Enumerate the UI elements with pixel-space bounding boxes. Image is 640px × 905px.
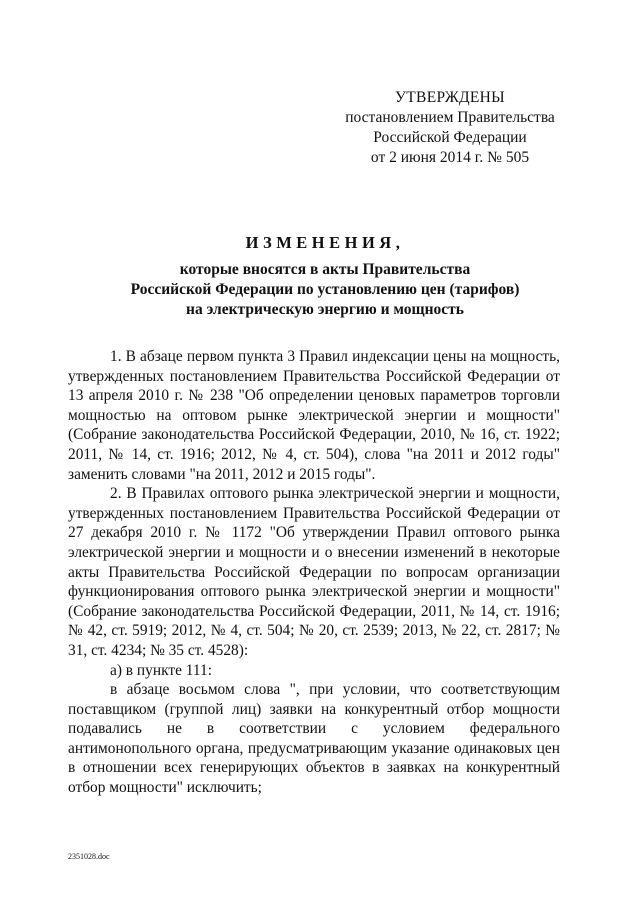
subtitle-line-1: которые вносятся в акты Правительства (179, 261, 471, 278)
approval-line-date: от 2 июня 2014 г. № 505 (370, 149, 530, 166)
approval-stamp (338, 88, 562, 168)
paragraph-item-1: 1. В абзаце первом пункта 3 Правил индексации цены на мощность, утвержденных постановлением Правительства Российской Федерации от 13 апреля 2010 г. № 238 "Об определении ценовых параметров торговли мощностью на оптовом рынке электрической энергии и мощности" (Собрание законодательства Российской Федерации, 2010, № 16, ст. 1922; 2011, № 14, ст. 1916; 2012, № 4, ст. 504), слова "на 2011 и 2012 годы" заменить словами "на 2011, 2012 и 2015 годы". (68, 348, 560, 483)
approval-title: УТВЕРЖДЕНЫ (395, 89, 505, 106)
subtitle-line-2: Российской Федерации по установлению цен (тарифов) (130, 281, 520, 298)
approval-line-federation: Российской Федерации (373, 129, 527, 146)
file-code: 2351028.doc (68, 852, 110, 861)
paragraph-item-2: 2. В Правилах оптового рынка электрической энергии и мощности, утвержденных постановлением Правительства Российской Федерации от 27 декабря 2010 г. № 1172 "Об утверждении Правил оптового рынка электрической энергии и мощности и о внесении изменений в некоторые акты Правительства Российской Федерации по вопросам организации функционирования оптового рынка электрической энергии и мощности" (Собрание законодательства Российской Федерации, 2011, № 14, ст. 1916; № 42, ст. 5919; 2012, № 4, ст. 504; № 20, ст. 2539; 2013, № 22, ст. 2817; № 31, ст. 4234; № 35 ст. 4528): (68, 485, 560, 659)
paragraph-subitem-a-text: в абзаце восьмом слова ", при условии, что соответствующим поставщиком (группой лиц) заявки на конкурентный отбор мощности подавались не в соответствии с условием федерального антимонопольного органа, предусматривающим указание одинаковых цен в отношении всех генерирующих объектов в заявках на конкурентный отбор мощности" исключить; (68, 681, 560, 797)
paragraph-subitem-a: а) в пункте 111: (110, 661, 212, 679)
approval-line-decree: постановлением Правительства (345, 109, 555, 126)
document-body (68, 347, 560, 798)
document-subtitle (60, 260, 590, 320)
subtitle-line-3: на электрическую энергию и мощность (186, 301, 464, 318)
document-title: ИЗМЕНЕНИЯ, (245, 233, 405, 252)
